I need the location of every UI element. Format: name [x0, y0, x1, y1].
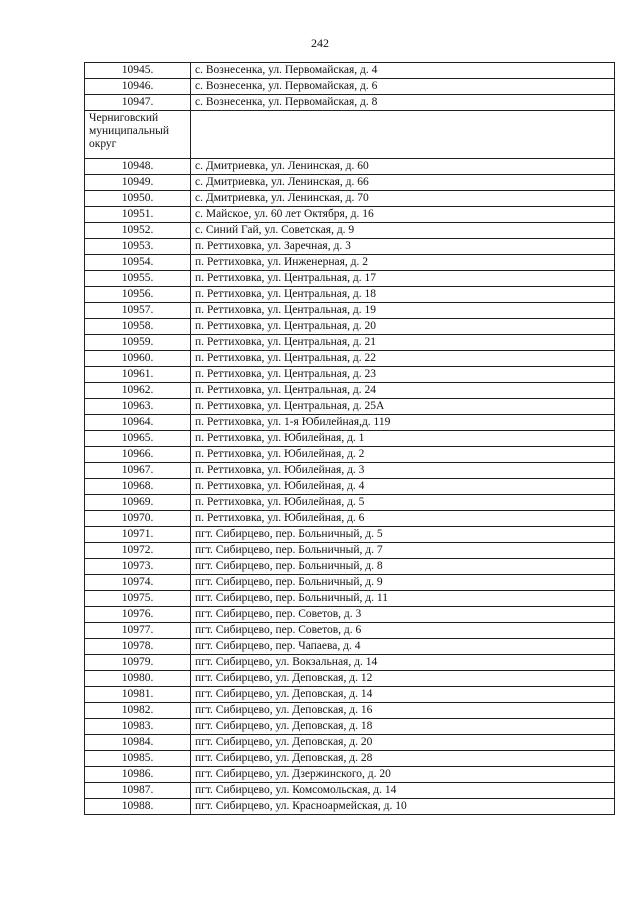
address-table: [84, 62, 615, 815]
row-address: п. Реттиховка, ул. Юбилейная, д. 2: [191, 447, 615, 463]
table-row: [85, 271, 615, 287]
table-row: [85, 239, 615, 255]
table-row: [85, 543, 615, 559]
row-address: пгт. Сибирцево, ул. Деповская, д. 18: [191, 719, 615, 735]
table-row: [85, 319, 615, 335]
row-number: 10977.: [85, 623, 191, 639]
row-number: 10946.: [85, 79, 191, 95]
row-address: п. Реттиховка, ул. Центральная, д. 18: [191, 287, 615, 303]
row-number: 10956.: [85, 287, 191, 303]
row-address: с. Дмитриевка, ул. Ленинская, д. 70: [191, 191, 615, 207]
row-number: 10971.: [85, 527, 191, 543]
row-address: пгт. Сибирцево, ул. Вокзальная, д. 14: [191, 655, 615, 671]
row-address: с. Вознесенка, ул. Первомайская, д. 8: [191, 95, 615, 111]
table-row: [85, 655, 615, 671]
table-row: [85, 79, 615, 95]
table-row: [85, 719, 615, 735]
table-row: [85, 623, 615, 639]
row-number: 10974.: [85, 575, 191, 591]
row-address: пгт. Сибирцево, пер. Больничный, д. 9: [191, 575, 615, 591]
row-address: пгт. Сибирцево, ул. Дзержинского, д. 20: [191, 767, 615, 783]
row-number: 10957.: [85, 303, 191, 319]
row-address: пгт. Сибирцево, пер. Чапаева, д. 4: [191, 639, 615, 655]
row-address: с. Вознесенка, ул. Первомайская, д. 6: [191, 79, 615, 95]
table-row: [85, 175, 615, 191]
table-row: [85, 95, 615, 111]
table-row: [85, 351, 615, 367]
table-row: [85, 447, 615, 463]
row-address: пгт. Сибирцево, ул. Комсомольская, д. 14: [191, 783, 615, 799]
row-address: п. Реттиховка, ул. Юбилейная, д. 6: [191, 511, 615, 527]
row-number: 10945.: [85, 63, 191, 79]
row-address: п. Реттиховка, ул. Заречная, д. 3: [191, 239, 615, 255]
row-number: 10983.: [85, 719, 191, 735]
row-address: пгт. Сибирцево, пер. Больничный, д. 7: [191, 543, 615, 559]
row-number: 10980.: [85, 671, 191, 687]
row-number: 10987.: [85, 783, 191, 799]
row-address: п. Реттиховка, ул. Центральная, д. 19: [191, 303, 615, 319]
table-row: [85, 399, 615, 415]
row-number: 10975.: [85, 591, 191, 607]
section-label: Черниговский муниципальный округ: [85, 111, 191, 159]
row-address: п. Реттиховка, ул. Центральная, д. 17: [191, 271, 615, 287]
row-number: 10966.: [85, 447, 191, 463]
table-row: [85, 607, 615, 623]
table-row: [85, 495, 615, 511]
row-number: 10959.: [85, 335, 191, 351]
row-address: пгт. Сибирцево, пер. Советов, д. 6: [191, 623, 615, 639]
row-number: 10962.: [85, 383, 191, 399]
row-address: с. Синий Гай, ул. Советская, д. 9: [191, 223, 615, 239]
row-number: 10973.: [85, 559, 191, 575]
table-section: [85, 111, 615, 159]
table-row: [85, 527, 615, 543]
table-row: [85, 63, 615, 79]
table-row: [85, 463, 615, 479]
row-address: пгт. Сибирцево, ул. Деповская, д. 14: [191, 687, 615, 703]
row-number: 10984.: [85, 735, 191, 751]
row-number: 10986.: [85, 767, 191, 783]
row-address: пгт. Сибирцево, пер. Больничный, д. 11: [191, 591, 615, 607]
table-row: [85, 431, 615, 447]
row-number: 10970.: [85, 511, 191, 527]
table-row: [85, 303, 615, 319]
row-address: пгт. Сибирцево, ул. Деповская, д. 12: [191, 671, 615, 687]
table-row: [85, 559, 615, 575]
row-number: 10967.: [85, 463, 191, 479]
section-address-cell: [191, 111, 615, 159]
table-row: [85, 335, 615, 351]
table-body-before: [85, 63, 615, 111]
table-row: [85, 223, 615, 239]
table-row: [85, 383, 615, 399]
row-address: п. Реттиховка, ул. Центральная, д. 22: [191, 351, 615, 367]
row-number: 10952.: [85, 223, 191, 239]
row-address: п. Реттиховка, ул. Инженерная, д. 2: [191, 255, 615, 271]
row-address: с. Вознесенка, ул. Первомайская, д. 4: [191, 63, 615, 79]
table-row: [85, 671, 615, 687]
table-row: [85, 367, 615, 383]
row-number: 10988.: [85, 799, 191, 815]
row-number: 10972.: [85, 543, 191, 559]
table-row: [85, 639, 615, 655]
row-number: 10950.: [85, 191, 191, 207]
row-number: 10953.: [85, 239, 191, 255]
row-number: 10960.: [85, 351, 191, 367]
row-address: п. Реттиховка, ул. Юбилейная, д. 5: [191, 495, 615, 511]
table-row: [85, 703, 615, 719]
table-row: [85, 783, 615, 799]
row-address: с. Дмитриевка, ул. Ленинская, д. 66: [191, 175, 615, 191]
row-number: 10948.: [85, 159, 191, 175]
row-address: п. Реттиховка, ул. Центральная, д. 24: [191, 383, 615, 399]
row-address: пгт. Сибирцево, ул. Деповская, д. 28: [191, 751, 615, 767]
table-row: [85, 479, 615, 495]
page-number: 242: [311, 36, 329, 50]
row-address: пгт. Сибирцево, ул. Красноармейская, д. 10: [191, 799, 615, 815]
table-row: [85, 687, 615, 703]
row-address: пгт. Сибирцево, пер. Больничный, д. 8: [191, 559, 615, 575]
row-number: 10965.: [85, 431, 191, 447]
row-number: 10964.: [85, 415, 191, 431]
row-number: 10981.: [85, 687, 191, 703]
row-number: 10978.: [85, 639, 191, 655]
row-address: с. Дмитриевка, ул. Ленинская, д. 60: [191, 159, 615, 175]
table-body-after: [85, 159, 615, 815]
row-number: 10968.: [85, 479, 191, 495]
table-row: [85, 767, 615, 783]
row-address: п. Реттиховка, ул. Центральная, д. 20: [191, 319, 615, 335]
row-address: п. Реттиховка, ул. Центральная, д. 21: [191, 335, 615, 351]
row-address: п. Реттиховка, ул. Юбилейная, д. 1: [191, 431, 615, 447]
row-number: 10951.: [85, 207, 191, 223]
row-number: 10954.: [85, 255, 191, 271]
row-number: 10958.: [85, 319, 191, 335]
row-number: 10969.: [85, 495, 191, 511]
row-number: 10949.: [85, 175, 191, 191]
table-row: [85, 751, 615, 767]
table-row: [85, 575, 615, 591]
row-number: 10985.: [85, 751, 191, 767]
table-row: [85, 799, 615, 815]
row-address: п. Реттиховка, ул. 1-я Юбилейная,д. 119: [191, 415, 615, 431]
table-row: [85, 415, 615, 431]
row-number: 10961.: [85, 367, 191, 383]
row-number: 10982.: [85, 703, 191, 719]
row-address: пгт. Сибирцево, пер. Советов, д. 3: [191, 607, 615, 623]
table-row: [85, 735, 615, 751]
row-number: 10979.: [85, 655, 191, 671]
row-address: п. Реттиховка, ул. Юбилейная, д. 4: [191, 479, 615, 495]
table-row: [85, 511, 615, 527]
row-address: п. Реттиховка, ул. Центральная, д. 25А: [191, 399, 615, 415]
table-row: [85, 191, 615, 207]
table-row: [85, 207, 615, 223]
row-number: 10976.: [85, 607, 191, 623]
row-number: 10947.: [85, 95, 191, 111]
row-address: пгт. Сибирцево, ул. Деповская, д. 20: [191, 735, 615, 751]
table-row: [85, 287, 615, 303]
row-address: с. Майское, ул. 60 лет Октября, д. 16: [191, 207, 615, 223]
table-row: [85, 591, 615, 607]
row-address: п. Реттиховка, ул. Центральная, д. 23: [191, 367, 615, 383]
table-row: [85, 159, 615, 175]
row-address: пгт. Сибирцево, ул. Деповская, д. 16: [191, 703, 615, 719]
row-address: п. Реттиховка, ул. Юбилейная, д. 3: [191, 463, 615, 479]
row-number: 10955.: [85, 271, 191, 287]
row-address: пгт. Сибирцево, пер. Больничный, д. 5: [191, 527, 615, 543]
section-row: [85, 111, 615, 159]
row-number: 10963.: [85, 399, 191, 415]
table-row: [85, 255, 615, 271]
